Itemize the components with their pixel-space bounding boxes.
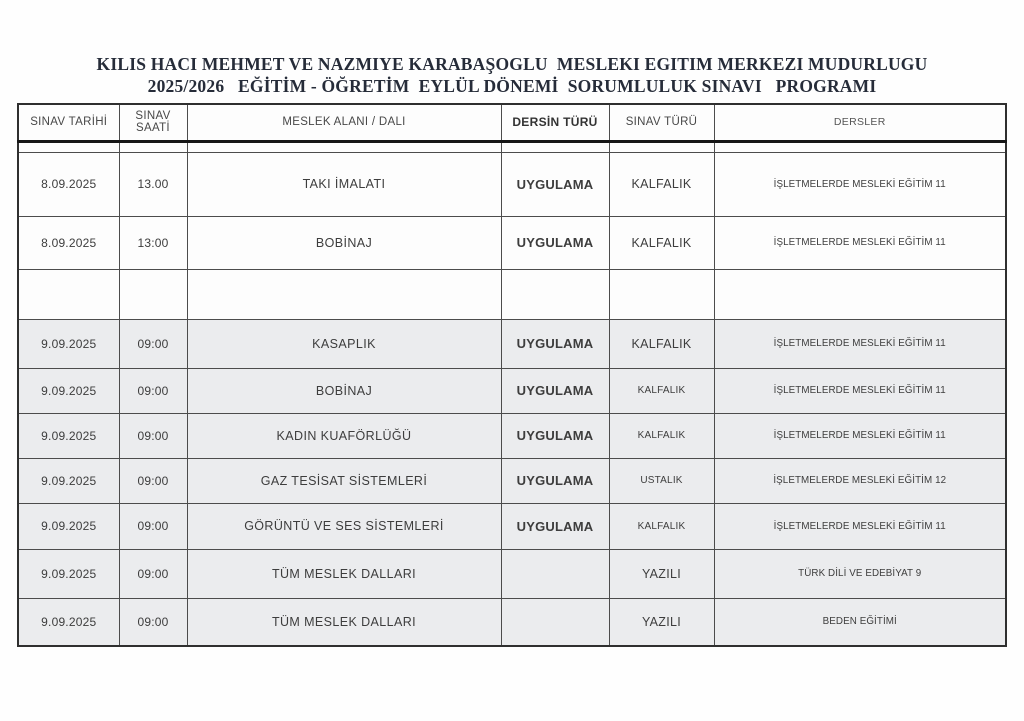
lesson-type: UYGULAMA: [501, 216, 609, 269]
table-row: [18, 152, 1006, 216]
exam-date: 8.09.2025: [18, 152, 119, 216]
empty-cell: [501, 269, 609, 319]
courses: İŞLETMELERDE MESLEKİ EĞİTİM 11: [714, 503, 1006, 549]
document-title: [0, 53, 1024, 97]
title-line-2: 2025/2026 EĞİTİM - ÖĞRETİM EYLÜL DÖNEMİ SORUMLULUK SINAVI PROGRAMI: [147, 76, 877, 96]
lesson-type: UYGULAMA: [501, 368, 609, 413]
lesson-type: UYGULAMA: [501, 458, 609, 503]
exam-type: KALFALIK: [609, 152, 714, 216]
table-header-row: [18, 104, 1006, 141]
header-dersin-turu: DERSİN TÜRÜ: [501, 104, 609, 141]
exam-type: KALFALIK: [609, 503, 714, 549]
exam-date: 8.09.2025: [18, 216, 119, 269]
header-meslek-alani: MESLEK ALANI / DALI: [187, 104, 501, 141]
exam-time: 09:00: [119, 598, 187, 646]
table-empty-row: [18, 269, 1006, 319]
empty-cell: [119, 269, 187, 319]
exam-date: 9.09.2025: [18, 549, 119, 598]
exam-time: 13:00: [119, 216, 187, 269]
table-row: [18, 503, 1006, 549]
table-spacer-row: [18, 141, 1006, 152]
table-row: [18, 458, 1006, 503]
exam-time: 09:00: [119, 368, 187, 413]
exam-time: 13.00: [119, 152, 187, 216]
exam-date: 9.09.2025: [18, 413, 119, 458]
header-sinav-tarihi: SINAV TARİHİ: [18, 104, 119, 141]
courses: TÜRK DİLİ VE EDEBİYAT 9: [714, 549, 1006, 598]
exam-date: 9.09.2025: [18, 319, 119, 368]
empty-cell: [119, 141, 187, 152]
empty-cell: [609, 141, 714, 152]
exam-time: 09:00: [119, 319, 187, 368]
exam-date: 9.09.2025: [18, 458, 119, 503]
empty-cell: [187, 269, 501, 319]
courses: BEDEN EĞİTİMİ: [714, 598, 1006, 646]
profession-field: KASAPLIK: [187, 319, 501, 368]
profession-field: TAKI İMALATI: [187, 152, 501, 216]
exam-type: YAZILI: [609, 598, 714, 646]
exam-type: KALFALIK: [609, 368, 714, 413]
profession-field: GAZ TESİSAT SİSTEMLERİ: [187, 458, 501, 503]
lesson-type: [501, 598, 609, 646]
profession-field: BOBİNAJ: [187, 216, 501, 269]
exam-time: 09:00: [119, 549, 187, 598]
exam-time: 09:00: [119, 503, 187, 549]
exam-time: 09:00: [119, 458, 187, 503]
profession-field: KADIN KUAFÖRLÜĞÜ: [187, 413, 501, 458]
profession-field: BOBİNAJ: [187, 368, 501, 413]
exam-type: KALFALIK: [609, 319, 714, 368]
courses: İŞLETMELERDE MESLEKİ EĞİTİM 11: [714, 319, 1006, 368]
lesson-type: UYGULAMA: [501, 503, 609, 549]
exam-schedule-table: [17, 103, 1007, 647]
empty-cell: [18, 141, 119, 152]
profession-field: TÜM MESLEK DALLARI: [187, 549, 501, 598]
empty-cell: [18, 269, 119, 319]
courses: İŞLETMELERDE MESLEKİ EĞİTİM 11: [714, 152, 1006, 216]
empty-cell: [609, 269, 714, 319]
exam-type: KALFALIK: [609, 413, 714, 458]
empty-cell: [714, 269, 1006, 319]
exam-date: 9.09.2025: [18, 368, 119, 413]
table-row: [18, 319, 1006, 368]
profession-field: GÖRÜNTÜ VE SES SİSTEMLERİ: [187, 503, 501, 549]
empty-cell: [187, 141, 501, 152]
exam-date: 9.09.2025: [18, 598, 119, 646]
exam-type: USTALIK: [609, 458, 714, 503]
exam-type: YAZILI: [609, 549, 714, 598]
empty-cell: [714, 141, 1006, 152]
courses: İŞLETMELERDE MESLEKİ EĞİTİM 11: [714, 368, 1006, 413]
table-row: [18, 413, 1006, 458]
table-row: [18, 368, 1006, 413]
profession-field: TÜM MESLEK DALLARI: [187, 598, 501, 646]
table-row: [18, 598, 1006, 646]
lesson-type: [501, 549, 609, 598]
exam-time: 09:00: [119, 413, 187, 458]
header-dersler: DERSLER: [714, 104, 1006, 141]
exam-date: 9.09.2025: [18, 503, 119, 549]
title-line-1: KILIS HACI MEHMET VE NAZMIYE KARABAŞOGLU MESLEKI EGITIM MERKEZI MUDURLUGU: [96, 54, 928, 74]
table-row: [18, 216, 1006, 269]
lesson-type: UYGULAMA: [501, 319, 609, 368]
table-row: [18, 549, 1006, 598]
empty-cell: [501, 141, 609, 152]
lesson-type: UYGULAMA: [501, 152, 609, 216]
courses: İŞLETMELERDE MESLEKİ EĞİTİM 11: [714, 413, 1006, 458]
courses: İŞLETMELERDE MESLEKİ EĞİTİM 12: [714, 458, 1006, 503]
header-sinav-saati: SINAV SAATİ: [119, 104, 187, 141]
courses: İŞLETMELERDE MESLEKİ EĞİTİM 11: [714, 216, 1006, 269]
header-sinav-turu: SINAV TÜRÜ: [609, 104, 714, 141]
exam-type: KALFALIK: [609, 216, 714, 269]
lesson-type: UYGULAMA: [501, 413, 609, 458]
